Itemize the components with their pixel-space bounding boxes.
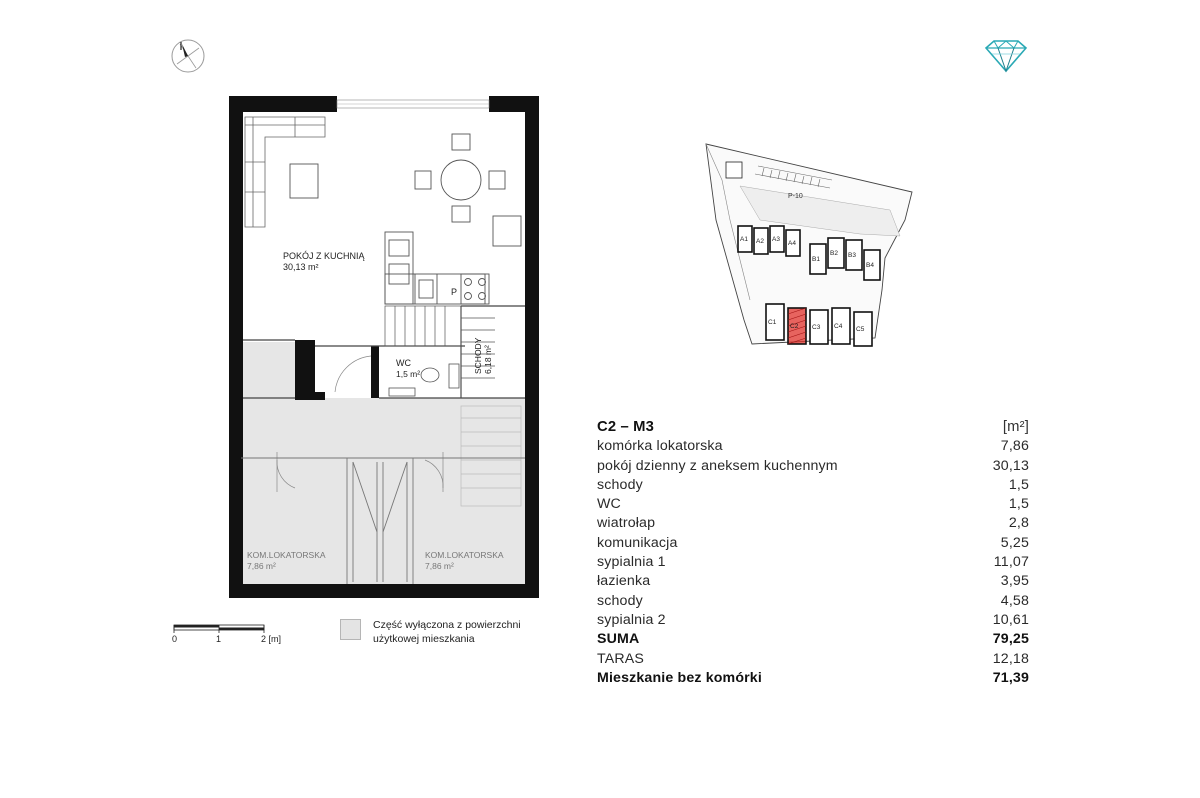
area-table-row xyxy=(597,437,1029,456)
area-row-value: 7,86 xyxy=(1000,438,1029,455)
scale-tick-0: 0 xyxy=(172,634,178,644)
scale-bar xyxy=(171,622,311,644)
site-building-label: B3 xyxy=(848,252,856,259)
area-row-value: 30,13 xyxy=(992,457,1029,474)
coffee-table xyxy=(290,164,318,198)
area-row-value: 11,07 xyxy=(993,554,1029,571)
site-building-label: A2 xyxy=(756,238,764,245)
area-row-value: 3,95 xyxy=(1000,573,1029,590)
legend xyxy=(340,618,563,646)
legend-swatch xyxy=(340,619,361,640)
area-row-label: sypialnia 1 xyxy=(597,554,666,571)
area-row-label: komunikacja xyxy=(597,534,678,551)
room-name-stairs: SCHODY xyxy=(473,337,483,374)
area-table-row xyxy=(597,495,1029,514)
sofa xyxy=(245,117,325,227)
room-area-storage-left: 7,86 m² xyxy=(247,561,276,571)
room-area-living-kitchen: 30,13 m² xyxy=(283,262,319,272)
area-row-value: 10,61 xyxy=(992,611,1029,628)
area-table-row xyxy=(597,592,1029,611)
compass-icon xyxy=(168,36,208,76)
area-row-label: SUMA xyxy=(597,631,640,648)
diamond-logo-icon xyxy=(982,38,1030,74)
room-name-storage-left: KOM.LOKATORSKA xyxy=(247,550,326,560)
area-table-row xyxy=(597,630,1029,649)
room-name-wc: WC xyxy=(396,358,411,368)
area-table-row xyxy=(597,572,1029,591)
site-building-label: C4 xyxy=(834,323,843,330)
area-row-label: WC xyxy=(597,496,621,513)
area-row-label: schody xyxy=(597,592,643,609)
area-table-row xyxy=(597,650,1029,669)
scale-tick-1: 1 xyxy=(216,634,222,644)
site-building-label: C3 xyxy=(812,324,821,331)
area-row-label: wiatrołap xyxy=(597,515,656,532)
site-plan xyxy=(700,140,925,355)
parking-label: P-10 xyxy=(788,193,803,200)
area-row-value: 71,39 xyxy=(992,669,1029,686)
area-table-row xyxy=(597,669,1029,688)
area-row-label: sypialnia 2 xyxy=(597,611,666,628)
area-table-row xyxy=(597,457,1029,476)
area-table-unit: [m²] xyxy=(1002,419,1029,435)
excluded-area-upper-left xyxy=(241,342,301,400)
room-area-wc: 1,5 m² xyxy=(396,369,421,379)
area-table-header xyxy=(597,418,1029,437)
area-table-row xyxy=(597,476,1029,495)
area-row-value: 1,5 xyxy=(1008,476,1029,493)
area-table-row xyxy=(597,611,1029,630)
site-building-label: C5 xyxy=(856,326,865,333)
site-building-label: A3 xyxy=(772,236,780,243)
area-row-value: 2,8 xyxy=(1008,515,1029,532)
area-table-row xyxy=(597,514,1029,533)
floor-plan xyxy=(225,92,545,607)
room-area-storage-right: 7,86 m² xyxy=(425,561,454,571)
area-row-label: schody xyxy=(597,476,643,493)
room-name-storage-right: KOM.LOKATORSKA xyxy=(425,550,504,560)
area-row-label: Mieszkanie bez komórki xyxy=(597,669,762,686)
site-building-label: B4 xyxy=(866,262,874,269)
area-row-value: 5,25 xyxy=(1000,534,1029,551)
fixture-label: P xyxy=(451,287,458,297)
area-table-title: C2 – M3 xyxy=(597,419,654,435)
area-table xyxy=(597,418,1029,688)
area-row-value: 4,58 xyxy=(1000,592,1029,609)
area-row-label: komórka lokatorska xyxy=(597,438,723,455)
room-name-living-kitchen: POKÓJ Z KUCHNIĄ xyxy=(283,251,365,261)
site-building-label: A1 xyxy=(740,236,748,243)
area-row-label: pokój dzienny z aneksem kuchennym xyxy=(597,457,838,474)
dining-table xyxy=(415,134,505,222)
legend-text: Część wyłączona z powierzchni użytkowej mieszkania xyxy=(373,619,521,645)
area-row-value: 12,18 xyxy=(992,650,1029,667)
area-row-value: 1,5 xyxy=(1008,496,1029,513)
site-building-label: A4 xyxy=(788,240,796,247)
area-row-value: 79,25 xyxy=(992,631,1029,648)
site-building-label: C1 xyxy=(768,319,777,326)
area-row-label: łazienka xyxy=(597,573,651,590)
area-table-row xyxy=(597,534,1029,553)
site-building-label: B1 xyxy=(812,256,820,263)
area-row-label: TARAS xyxy=(597,650,644,667)
site-building-label: B2 xyxy=(830,250,838,257)
scale-tick-2: 2 [m] xyxy=(261,634,282,644)
site-building-label: C2 xyxy=(790,323,799,330)
area-table-row xyxy=(597,553,1029,572)
room-area-stairs: 6,18 m² xyxy=(483,345,493,374)
